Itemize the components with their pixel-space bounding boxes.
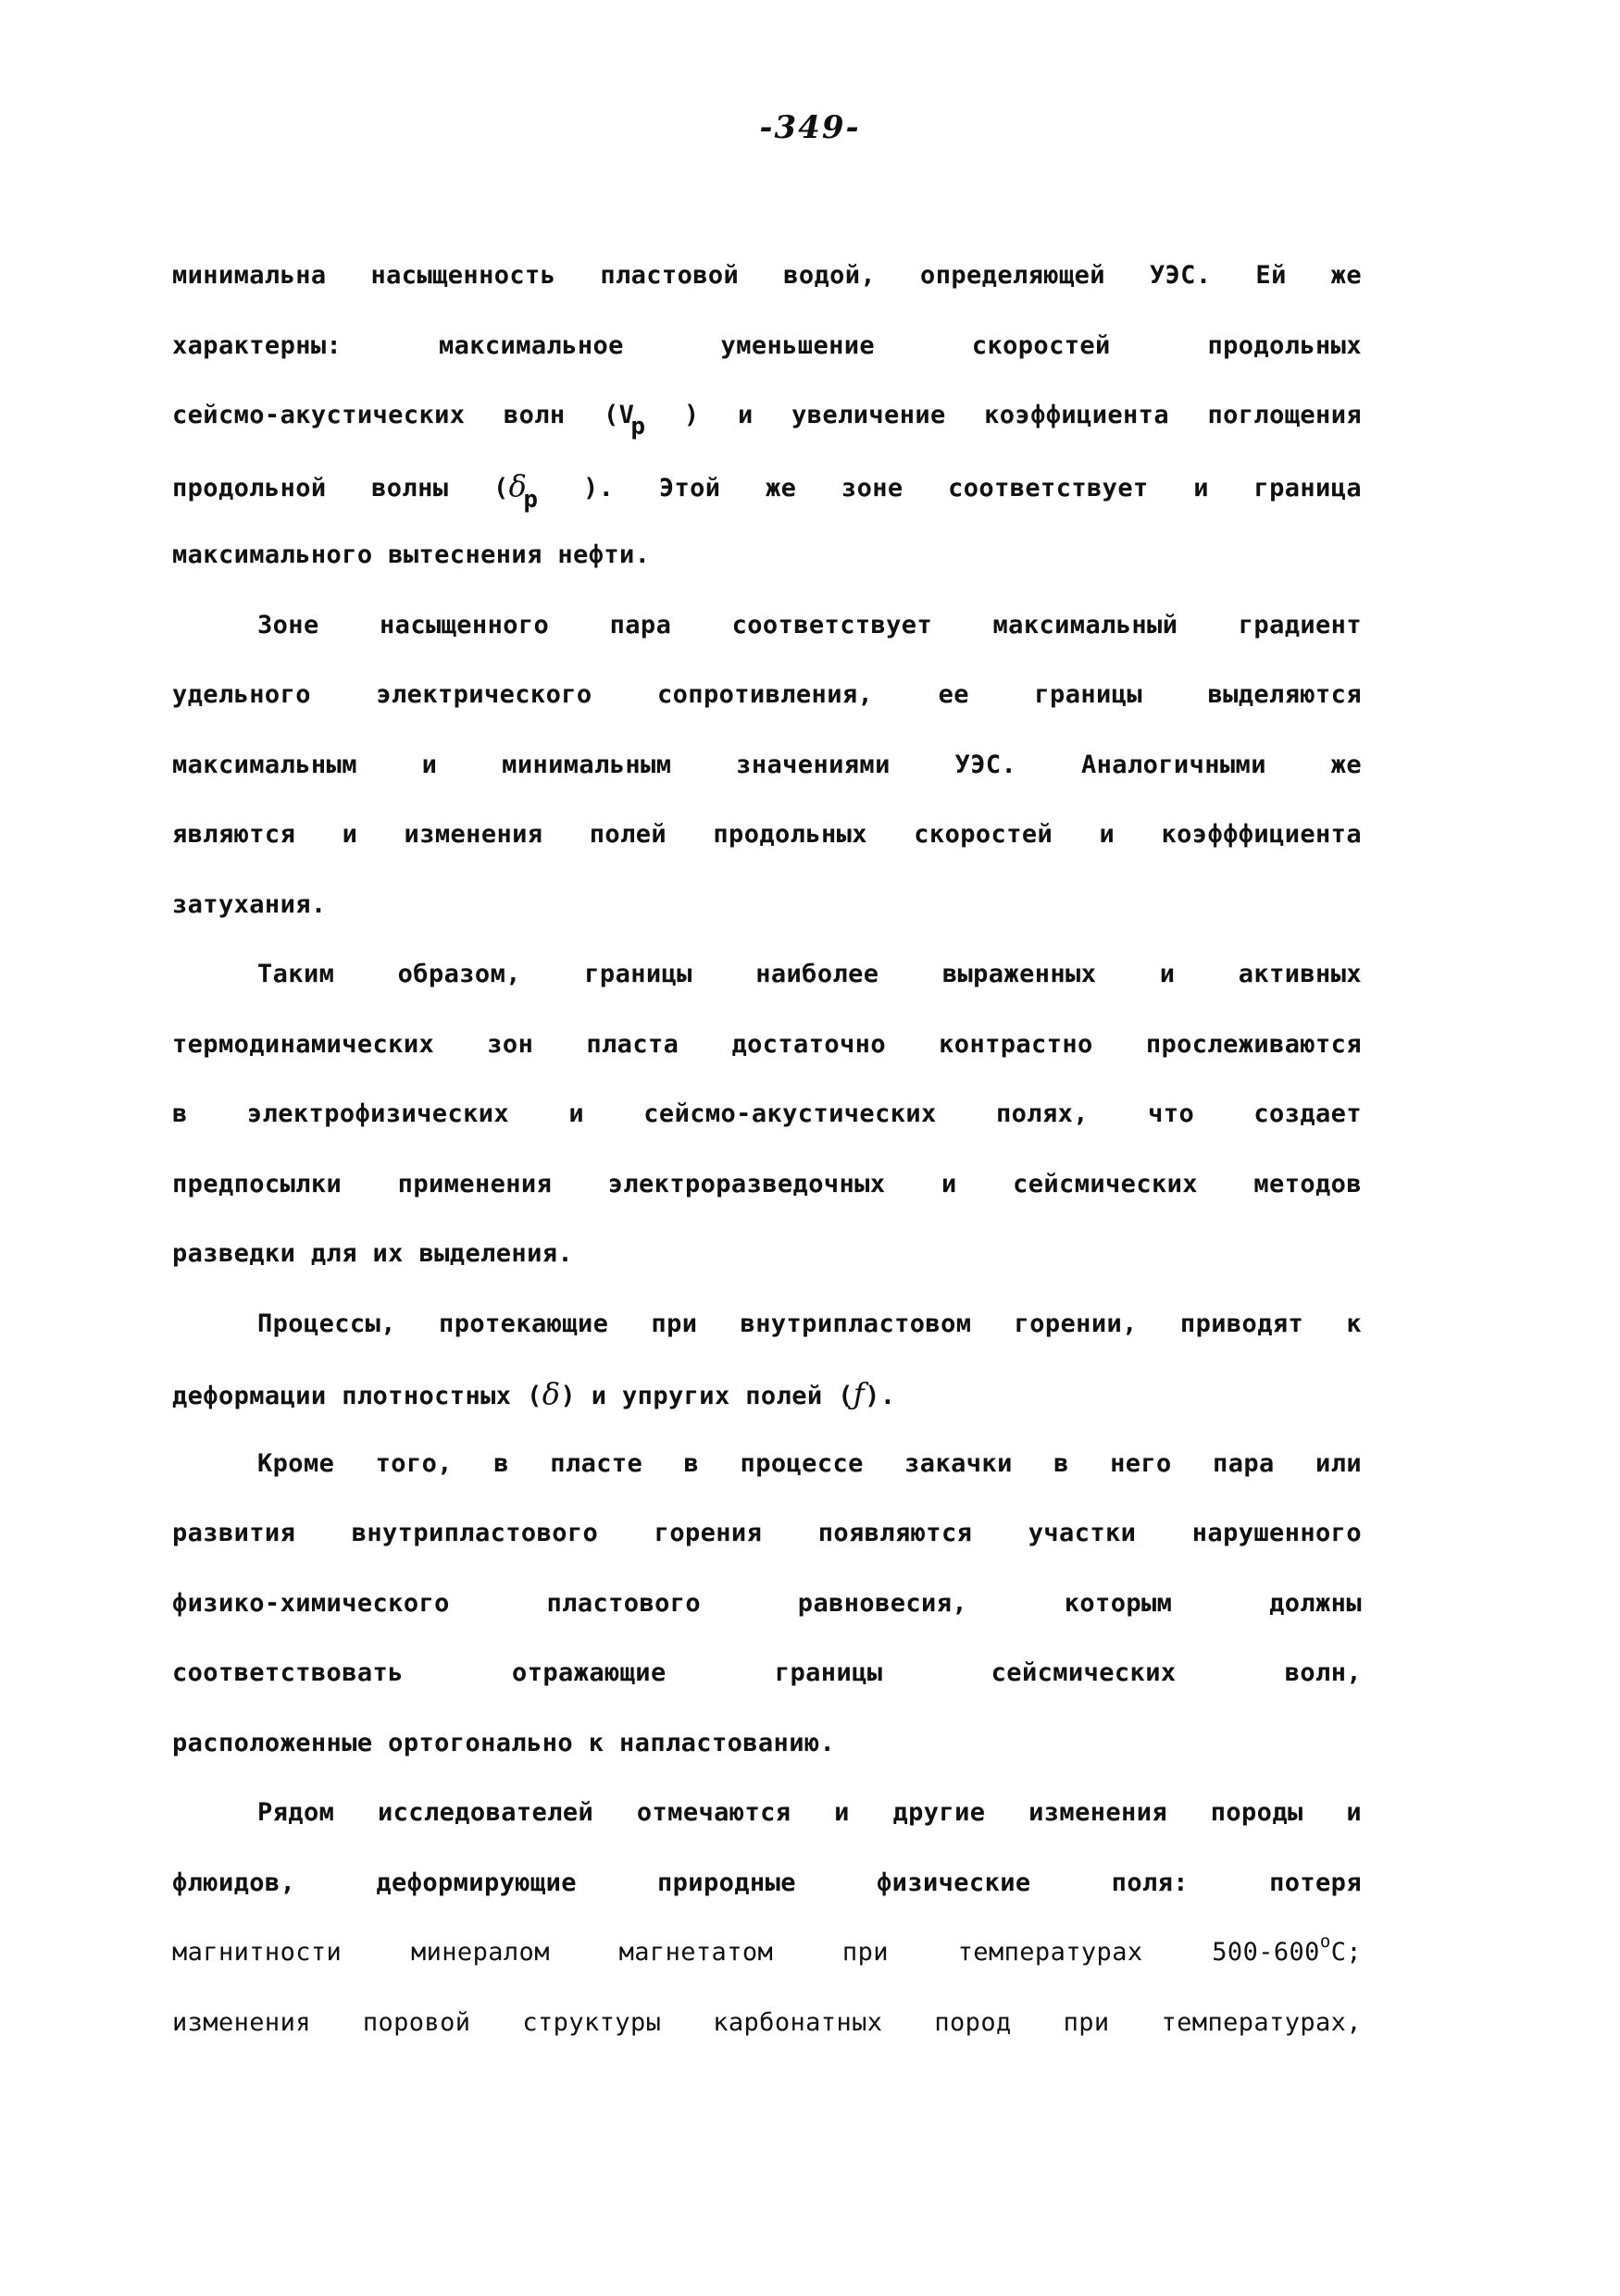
text-line: затухания. xyxy=(172,889,327,919)
text-line: развития внутрипластового горения появляются участки нарушенного xyxy=(172,1519,1362,1547)
text-segment: ). Этой же зоне соответствует и граница xyxy=(582,473,1362,503)
text-segment: продольной волны ( xyxy=(172,473,509,503)
delta-symbol: δ xyxy=(508,467,528,503)
text-line: физико-химического пластового равновесия, которым должны xyxy=(172,1588,1362,1618)
text-line: разведки для их выделения. xyxy=(172,1239,574,1268)
text-segment: ) и упругих полей ( xyxy=(560,1382,854,1410)
subscript: p xyxy=(630,413,646,441)
text-line: минимальна насыщенность пластовой водой, определяющей УЭС. Ей же xyxy=(172,261,1362,290)
text-line: предпосылки применения электроразведочных и сейсмических методов xyxy=(172,1169,1362,1198)
f-symbol: ƒ xyxy=(853,1376,866,1411)
text-segment: деформации плотностных ( xyxy=(172,1382,542,1410)
paragraph-start-line: Зоне насыщенного пара соответствует максимальный градиент xyxy=(257,610,1362,639)
text-segment: сейсмо-акустических волн (V xyxy=(172,401,635,429)
text-line xyxy=(172,1927,1362,1997)
paragraph-start-line: Процессы, протекающие при внутрипластовом горении, приводят к xyxy=(257,1309,1362,1338)
text-line xyxy=(172,1368,1362,1438)
text-line: характерны: максимальное уменьшение скоростей продольных xyxy=(172,330,1362,360)
text-line: максимального вытеснения нефти. xyxy=(172,540,651,569)
delta-symbol: δ xyxy=(542,1376,561,1411)
text-line xyxy=(172,390,1362,460)
text-line: изменения поровой структуры карбонатных пород при температурах, xyxy=(172,2007,1362,2037)
text-line: являются и изменения полей продольных скоростей и коэфффициента xyxy=(172,820,1362,849)
text-line: расположенные ортогонально к напластованию. xyxy=(172,1728,836,1757)
text-line: флюидов, деформирующие природные физические поля: потеря xyxy=(172,1868,1362,1897)
text-segment: магнитности минералом магнетатом при температурах 500-600 xyxy=(172,1938,1320,1967)
text-line: максимальным и минимальным значениями УЭС. Аналогичными же xyxy=(172,750,1362,779)
paragraph-start-line: Таким образом, границы наиболее выраженных и активных xyxy=(257,960,1362,988)
body-text xyxy=(172,250,1362,2066)
subscript: p xyxy=(523,485,539,514)
text-line: соответствовать отражающие границы сейсмических волн, xyxy=(172,1658,1362,1687)
paragraph-start-line: Рядом исследователей отмечаются и другие изменения породы и xyxy=(257,1798,1362,1827)
text-line: термодинамических зон пласта достаточно контрастно прослеживаются xyxy=(172,1029,1362,1059)
text-segment: ) и увеличение коэффициента поглощения xyxy=(683,401,1362,429)
text-line: в электрофизических и сейсмо-акустических полях, что создает xyxy=(172,1099,1362,1128)
text-segment: С; xyxy=(1330,1938,1362,1967)
text-line: удельного электрического сопротивления, ее границы выделяются xyxy=(172,680,1362,709)
superscript: о xyxy=(1319,1931,1331,1952)
text-segment: ). xyxy=(865,1382,896,1410)
paragraph-start-line: Кроме того, в пласте в процессе закачки в него пара или xyxy=(257,1448,1362,1478)
text-line xyxy=(172,460,1362,530)
page-number: -349- xyxy=(759,109,861,146)
